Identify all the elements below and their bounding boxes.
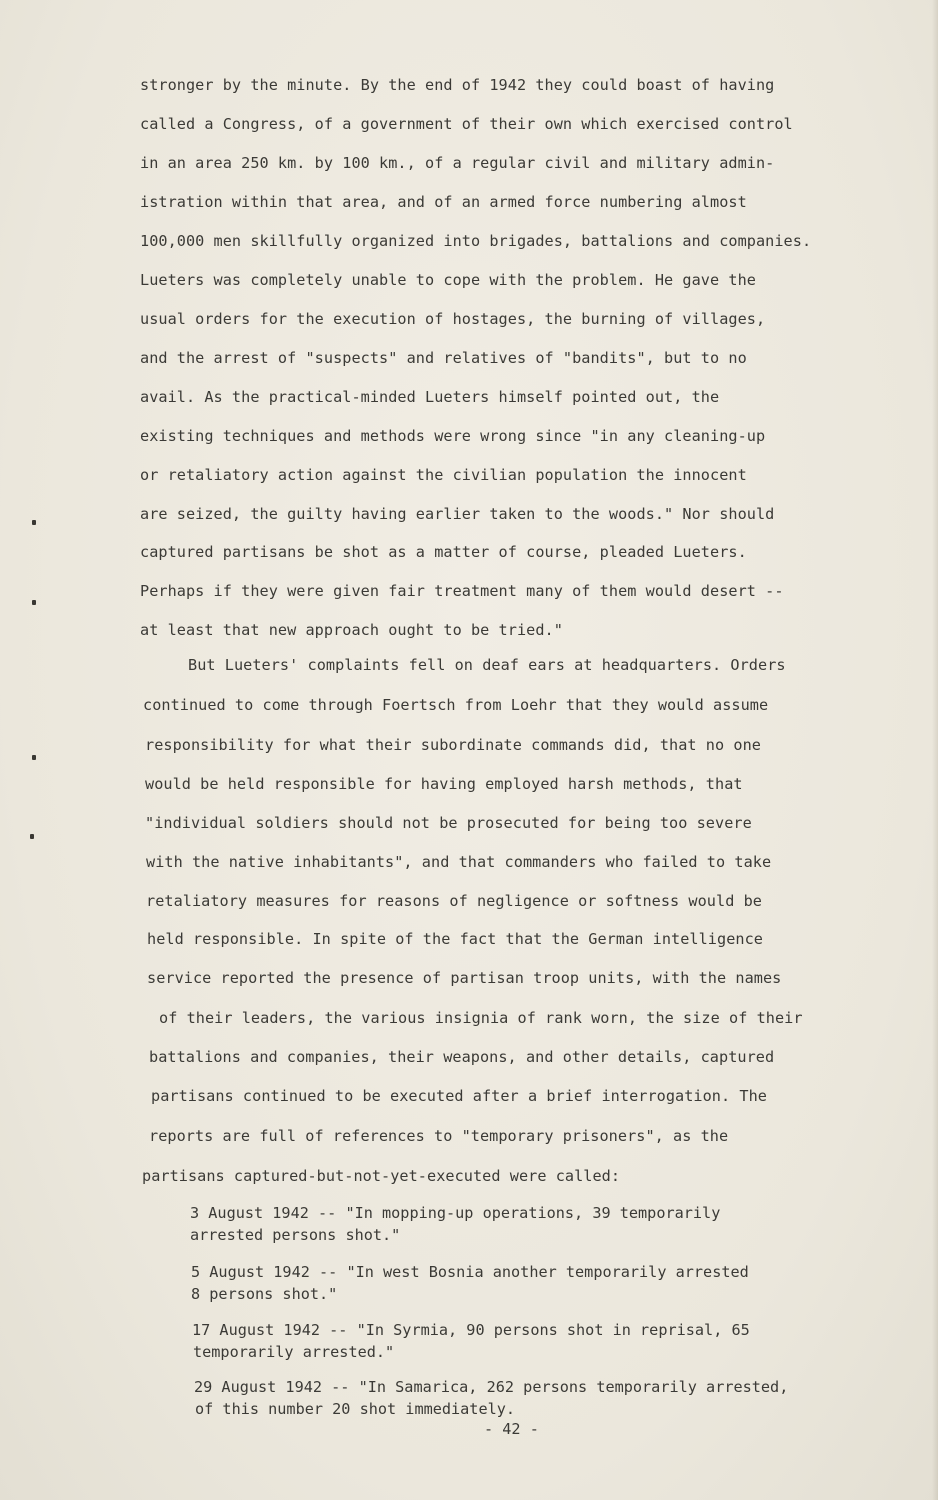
text-line: called a Congress, of a government of their own which exercised control bbox=[140, 115, 793, 133]
margin-mark bbox=[32, 520, 36, 525]
text-line: avail. As the practical-minded Lueters himself pointed out, the bbox=[140, 388, 720, 406]
quote-line: of this number 20 shot immediately. bbox=[195, 1400, 516, 1418]
text-line: in an area 250 km. by 100 km., of a regular civil and military admin- bbox=[140, 154, 775, 172]
text-line: reports are full of references to "temporary prisoners", as the bbox=[149, 1127, 729, 1145]
text-line: captured partisans be shot as a matter of course, pleaded Lueters. bbox=[140, 543, 747, 561]
text-line: But Lueters' complaints fell on deaf ears at headquarters. Orders bbox=[188, 656, 786, 674]
quote-line: 5 August 1942 -- "In west Bosnia another temporarily arrested bbox=[191, 1263, 749, 1281]
text-line: 100,000 men skillfully organized into brigades, battalions and companies. bbox=[140, 232, 812, 250]
margin-mark bbox=[30, 834, 34, 839]
text-line: held responsible. In spite of the fact that the German intelligence bbox=[147, 930, 763, 948]
text-line: "individual soldiers should not be prosecuted for being too severe bbox=[145, 814, 752, 832]
text-line: existing techniques and methods were wrong since "in any cleaning-up bbox=[140, 427, 766, 445]
text-line: with the native inhabitants", and that commanders who failed to take bbox=[146, 853, 772, 871]
text-line: are seized, the guilty having earlier taken to the woods." Nor should bbox=[140, 505, 775, 523]
text-line: of their leaders, the various insignia of rank worn, the size of their bbox=[159, 1009, 803, 1027]
text-line: istration within that area, and of an armed force numbering almost bbox=[140, 193, 747, 211]
quote-line: temporarily arrested." bbox=[193, 1343, 395, 1361]
text-line: Lueters was completely unable to cope with the problem. He gave the bbox=[140, 271, 756, 289]
text-line: and the arrest of "suspects" and relatives of "bandits", but to no bbox=[140, 349, 747, 367]
text-line: at least that new approach ought to be tried." bbox=[140, 621, 563, 639]
text-line: continued to come through Foertsch from Loehr that they would assume bbox=[143, 696, 769, 714]
quote-line: 29 August 1942 -- "In Samarica, 262 persons temporarily arrested, bbox=[194, 1378, 789, 1396]
quote-line: 17 August 1942 -- "In Syrmia, 90 persons shot in reprisal, 65 bbox=[192, 1321, 750, 1339]
margin-mark bbox=[32, 755, 36, 760]
text-line: would be held responsible for having employed harsh methods, that bbox=[145, 775, 743, 793]
text-line: partisans continued to be executed after a brief interrogation. The bbox=[151, 1087, 767, 1105]
text-line: stronger by the minute. By the end of 1942 they could boast of having bbox=[140, 76, 775, 94]
text-line: responsibility for what their subordinate commands did, that no one bbox=[145, 736, 761, 754]
text-line: service reported the presence of partisan troop units, with the names bbox=[147, 969, 782, 987]
page-edge-shadow bbox=[932, 0, 938, 1500]
text-line: Perhaps if they were given fair treatment many of them would desert -- bbox=[140, 582, 784, 600]
text-line: usual orders for the execution of hostages, the burning of villages, bbox=[140, 310, 766, 328]
quote-line: 3 August 1942 -- "In mopping-up operations, 39 temporarily bbox=[190, 1204, 721, 1222]
margin-mark bbox=[32, 600, 36, 605]
text-line: or retaliatory action against the civilian population the innocent bbox=[140, 466, 747, 484]
text-line: retaliatory measures for reasons of negligence or softness would be bbox=[146, 892, 762, 910]
text-line: partisans captured-but-not-yet-executed were called: bbox=[142, 1167, 621, 1185]
page-number: - 42 - bbox=[484, 1420, 539, 1438]
quote-line: 8 persons shot." bbox=[191, 1285, 338, 1303]
text-line: battalions and companies, their weapons, and other details, captured bbox=[149, 1048, 775, 1066]
quote-line: arrested persons shot." bbox=[190, 1226, 401, 1244]
